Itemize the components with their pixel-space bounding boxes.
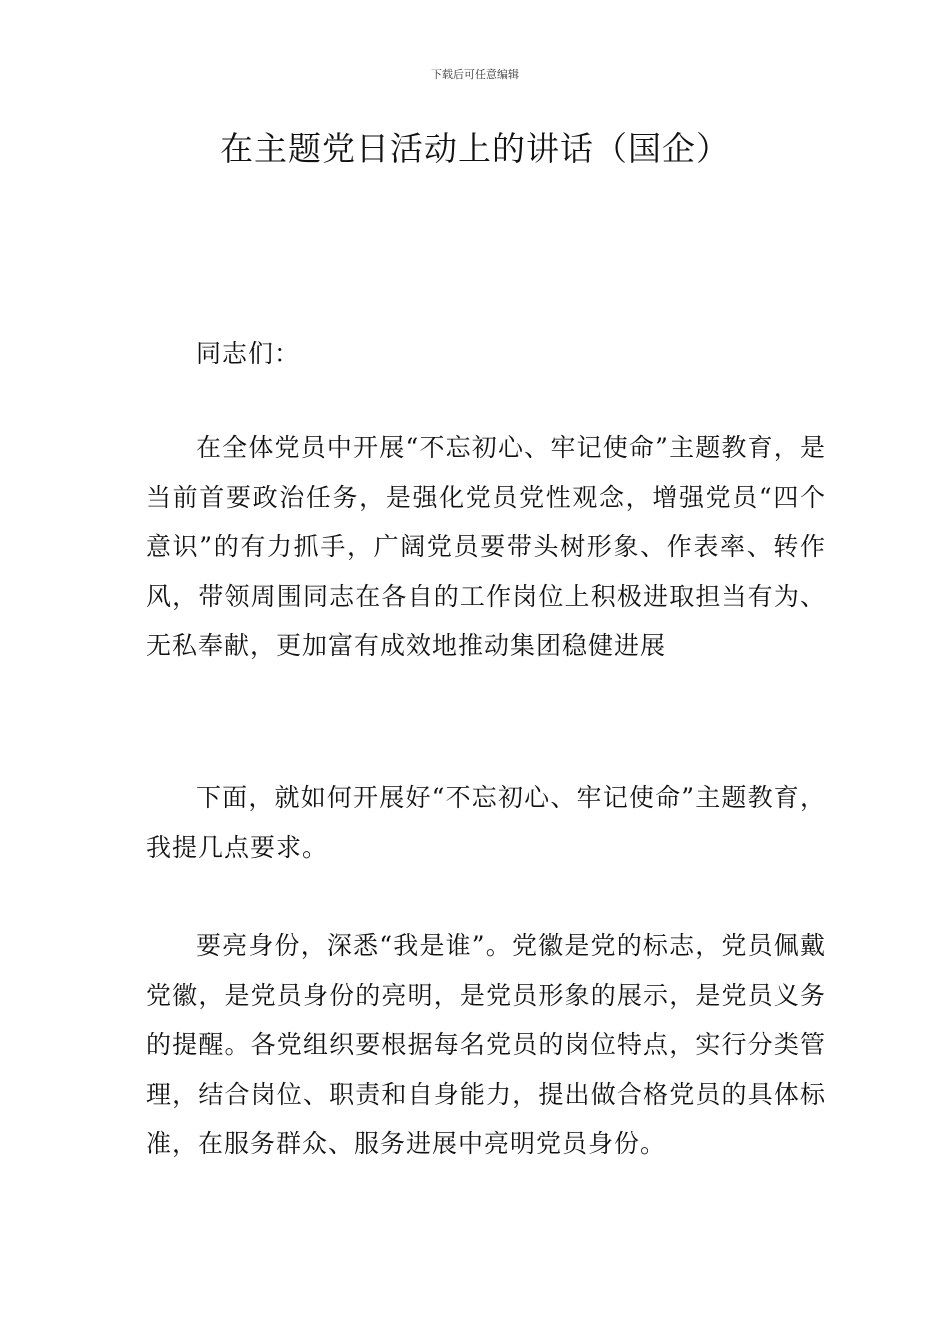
- salutation: 同志们：: [196, 339, 301, 368]
- paragraph-2: 下面，就如何开展好“不忘初心、牢记使命”主题教育，我提几点要求。: [146, 783, 826, 862]
- document-title: 在主题党日活动上的讲话（国企）: [220, 129, 730, 168]
- paragraph-1: 在全体党员中开展“不忘初心、牢记使命”主题教育，是当前首要政治任务，是强化党员党性观念，增强党员“四个意识”的有力抓手，广阔党员要带头树形象、作表率、转作风，带领周围同志在各自的工作岗位上积极进取担当有为、无私奉献，更加富有成效地推动集团稳健进展: [146, 433, 826, 660]
- paragraph-3: 要亮身份，深悉“我是谁”。党徽是党的标志，党员佩戴党徽，是党员身份的亮明，是党员形象的展示，是党员义务的提醒。各党组织要根据每名党员的岗位特点，实行分类管理，结合岗位、职责和自身能力，提出做合格党员的具体标准，在服务群众、服务进展中亮明党员身份。: [146, 931, 826, 1158]
- header-note: 下载后可任意编辑: [431, 68, 519, 81]
